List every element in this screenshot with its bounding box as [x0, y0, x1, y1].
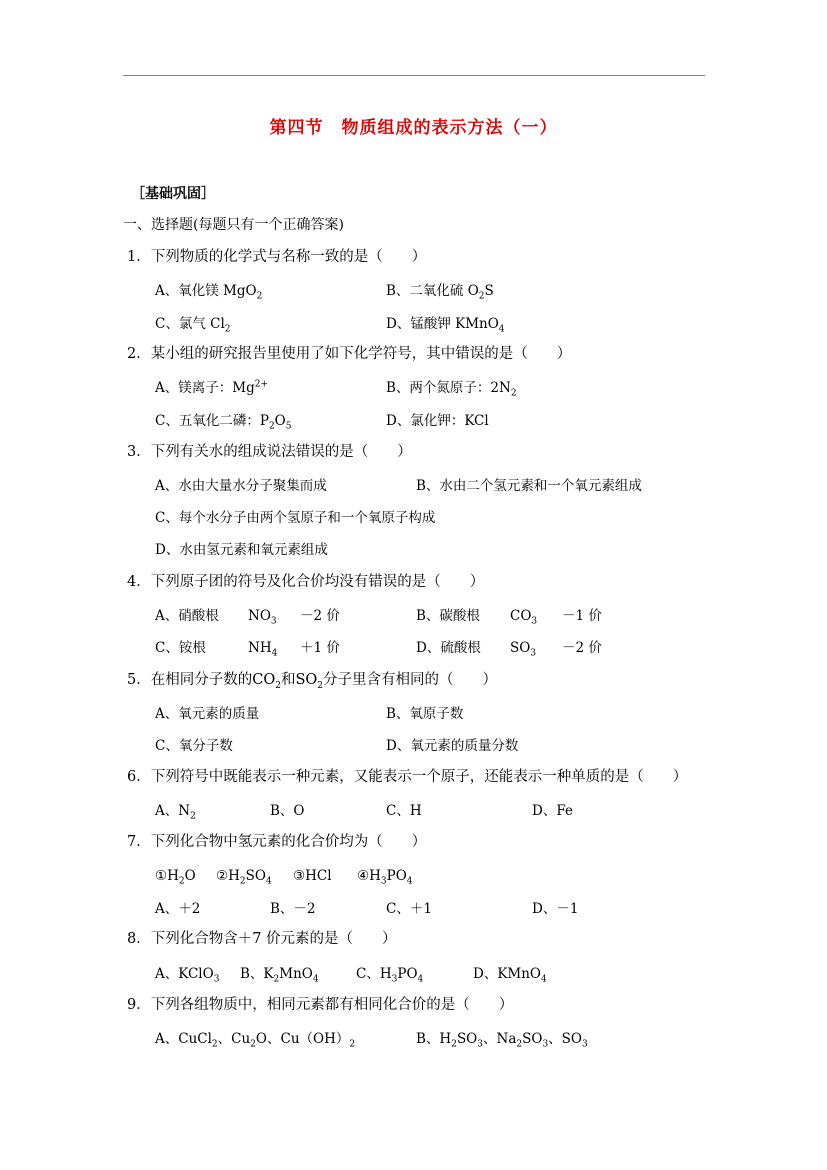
q4-option-a-formula: $NO_3$: [248, 608, 277, 627]
question-1-stem: 1．下列物质的化学式与名称一致的是（ ）: [127, 249, 427, 265]
q4-option-d-label: D、硫酸根: [416, 640, 481, 656]
q3-option-b: B、水由二个氢元素和一个氧元素组成: [416, 478, 642, 494]
q4-option-c-valence: ＋1 价: [300, 640, 340, 656]
q2-option-b: B、两个氮原子：$2N_2$: [386, 380, 517, 399]
q6-option-d: D、Fe: [532, 803, 573, 819]
q8-option-d: D、KMnO$_4$: [473, 966, 547, 985]
q4-option-a-valence: －2 价: [300, 608, 340, 624]
part-heading: 一、选择题(每题只有一个正确答案): [123, 217, 344, 233]
q5-option-c: C、氧分子数: [155, 738, 233, 754]
q4-option-b-valence: －1 价: [562, 608, 602, 624]
question-2-stem: 2．某小组的研究报告里使用了如下化学符号，其中错误的是（ ）: [127, 346, 572, 362]
q7-item-4: $④H_3PO_4$: [357, 868, 413, 887]
question-5-stem: 5．在相同分子数的$CO_2$和$SO_2$分子里含有相同的（ ）: [127, 672, 498, 691]
question-3-stem: 3．下列有关水的组成说法错误的是（ ）: [127, 444, 412, 460]
q3-option-a: A、水由大量水分子聚集而成: [155, 478, 327, 494]
q4-option-a-label: A、硝酸根: [155, 608, 219, 624]
q7-item-1: $①H_2O$: [155, 868, 196, 887]
q5-option-a: A、氧元素的质量: [155, 706, 260, 722]
question-9-stem: 9．下列各组物质中，相同元素都有相同化合价的是（ ）: [127, 997, 514, 1013]
q7-item-3: ③HCl: [293, 868, 332, 884]
question-7-stem: 7．下列化合物中氢元素的化合价均为（ ）: [127, 834, 427, 850]
q2-option-a: A、镁离子：$Mg^{2+}$: [155, 379, 268, 396]
q2-option-d: D、氯化钾：KCl: [386, 413, 489, 429]
q1-option-b: B、二氧化硫 $O_2S$: [386, 283, 494, 302]
section-heading: ［基础巩固］: [131, 186, 215, 202]
q4-option-c-formula: $NH_4$: [248, 640, 278, 659]
q4-option-c-label: C、铵根: [155, 640, 206, 656]
q7-option-d: D、－1: [532, 901, 579, 917]
q1-option-c: C、氯气 $Cl_2$: [155, 316, 231, 335]
q1-option-a: A、氧化镁 MgO$_2$: [155, 283, 263, 302]
q7-option-a: A、＋2: [155, 901, 201, 917]
q8-option-a: A、KClO$_3$: [155, 966, 220, 985]
q7-item-2: $②H_2SO_4$: [216, 868, 272, 887]
q4-option-d-formula: $SO_3$: [510, 640, 537, 659]
q6-option-c: C、H: [386, 803, 422, 819]
question-6-stem: 6．下列符号中既能表示一种元素，又能表示一个原子，还能表示一种单质的是（ ）: [127, 769, 688, 785]
question-8-stem: 8．下列化合物含＋7 价元素的是（ ）: [127, 931, 397, 947]
q6-option-b: B、O: [270, 803, 305, 819]
q2-option-c: C、五氧化二磷：$P_2O_5$: [155, 413, 292, 432]
q4-option-b-label: B、碳酸根: [416, 608, 480, 624]
q3-option-d: D、水由氢元素和氧元素组成: [155, 542, 328, 558]
q7-option-c: C、＋1: [386, 901, 432, 917]
q9-option-b: B、$H_2SO_3$、$Na_2SO_3$、$SO_3$: [416, 1031, 588, 1050]
q5-option-d: D、氧元素的质量分数: [386, 738, 519, 754]
q7-option-b: B、－2: [270, 901, 316, 917]
page-title: 第四节 物质组成的表示方法（一）: [269, 118, 558, 138]
q4-option-d-valence: －2 价: [562, 640, 602, 656]
q6-option-a: A、$N_2$: [155, 803, 196, 822]
q9-option-a: A、CuCl$_2$、$Cu_2O$、$Cu(OH)_2$: [155, 1031, 356, 1050]
q1-option-d: D、锰酸钾 KMnO$_4$: [386, 316, 505, 335]
q3-option-c: C、每个水分子由两个氢原子和一个氧原子构成: [155, 510, 436, 526]
q8-option-c: C、$H_3PO_4$: [356, 966, 424, 985]
question-4-stem: 4．下列原子团的符号及化合价均没有错误的是（ ）: [127, 574, 485, 590]
q4-option-b-formula: $CO_3$: [510, 608, 538, 627]
header-rule: [123, 75, 705, 76]
q8-option-b: B、$K_2MnO_4$: [240, 966, 319, 985]
q5-option-b: B、氧原子数: [386, 706, 464, 722]
